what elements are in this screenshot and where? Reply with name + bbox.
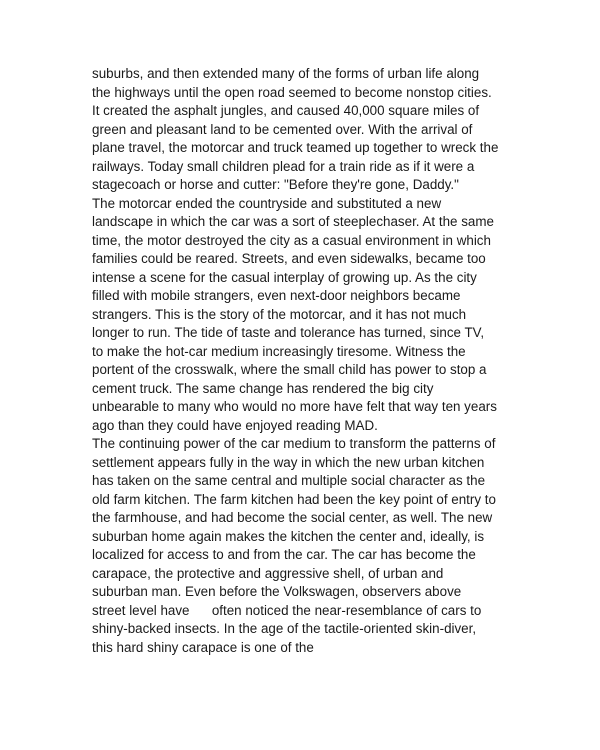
text-line: suburban home again makes the kitchen the center and, ideally, is [92,528,485,544]
text-line: green and pleasant land to be cemented over. With the arrival of [92,121,473,137]
text-line: families could be reared. Streets, and even sidewalks, became too [92,251,486,266]
text-line: It created the asphalt jungles, and caused 40,000 square miles of [92,103,480,118]
text-line: localized for access to and from the car. The car has become the [92,547,476,562]
body-text [92,65,532,657]
text-line: longer to run. The tide of taste and tolerance has turned, since TV, [92,325,485,340]
text-line: railways. Today small children plead for a train ride as if it were a [92,158,475,174]
text-line: The motorcar ended the countryside and substituted a new [92,195,442,211]
text-line: shiny-backed insects. In the age of the tactile-oriented skin-diver, [92,621,477,636]
paragraph-1 [92,65,532,195]
text-line: has taken on the same central and multiple social character as the [92,473,486,488]
text-line: old farm kitchen. The farm kitchen had been the key point of entry to [92,491,496,507]
text-line: suburban man. Even before the Volkswagen, observers above [92,584,462,599]
text-line: filled with mobile strangers, even next-door neighbors became [92,288,461,303]
text-line: to make the hot-car medium increasingly tiresome. Witness the [92,343,466,359]
text-line: street level have often noticed the near-resemblance of cars to [92,602,482,618]
text-line: strangers. This is the story of the motorcar, and it has not much [92,306,467,322]
text-line: portent of the crosswalk, where the small child has power to stop a [92,362,487,377]
text-line: this hard shiny carapace is one of the [92,639,314,655]
text-line: carapace, the protective and aggressive shell, of urban and [92,565,444,581]
paragraph-3 [92,435,532,657]
text-line: settlement appears fully in the way in which the new urban kitchen [92,454,485,470]
text-line: time, the motor destroyed the city as a casual environment in which [92,232,491,248]
text-line: ago than they could have enjoyed reading MAD. [92,417,378,433]
text-line: unbearable to many who would no more have felt that way ten years [92,399,497,414]
text-line: plane travel, the motorcar and truck teamed up together to wreck the [92,140,499,155]
text-line: The continuing power of the car medium to transform the patterns of [92,436,496,451]
paragraph-2 [92,195,532,436]
text-line: suburbs, and then extended many of the forms of urban life along [92,66,480,81]
text-line: the farmhouse, and had become the social center, as well. The new [92,510,493,525]
text-line: cement truck. The same change has rendered the big city [92,380,434,396]
text-line: stagecoach or horse and cutter: "Before they're gone, Daddy." [92,177,459,192]
text-line: landscape in which the car was a sort of steeplechaser. At the same [92,214,494,229]
text-line: the highways until the open road seemed to become nonstop cities. [92,84,492,100]
text-line: intense a scene for the casual interplay of growing up. As the city [92,269,477,285]
